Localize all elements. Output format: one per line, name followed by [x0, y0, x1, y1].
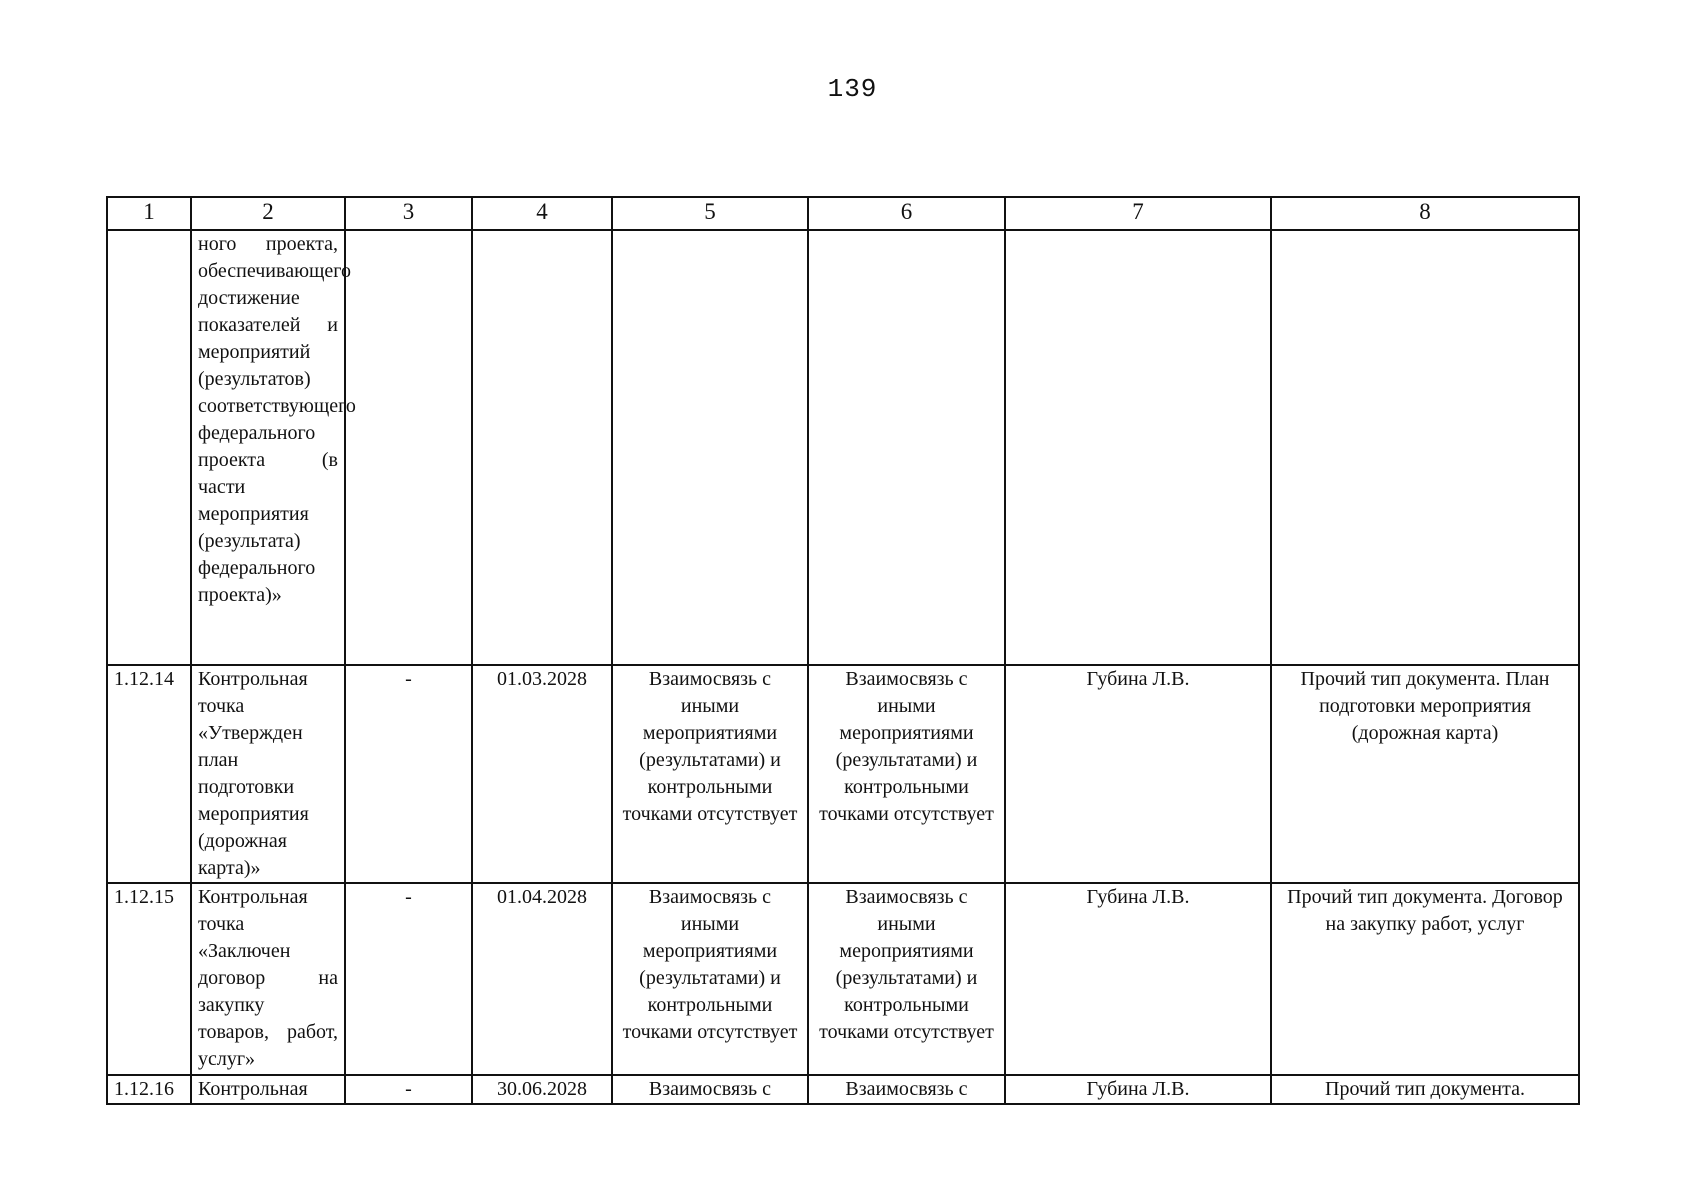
header-cell-8: 8 [1271, 197, 1579, 230]
row-responsible-cell [1005, 230, 1271, 665]
header-cell-6: 6 [808, 197, 1005, 230]
table-row [107, 665, 1579, 883]
row-name-cell: Контрольная [191, 1075, 345, 1104]
row-responsible-cell: Губина Л.В. [1005, 1075, 1271, 1104]
row-number-cell: 1.12.15 [107, 883, 191, 1075]
page-number: 139 [827, 74, 878, 104]
row-name-cell: ного проекта, обеспечивающего достижение показателей и мероприятий (результатов) соответствующего федерального проекта (в части мероприятия (результата) федерального проекта)» [191, 230, 345, 665]
row-date-cell: 30.06.2028 [472, 1075, 612, 1104]
row-date-cell: 01.04.2028 [472, 883, 612, 1075]
row-col3-cell: - [345, 883, 472, 1075]
row-document-cell [1271, 230, 1579, 665]
row-col6-cell: Взаимосвязь с иными мероприятиями (результатами) и контрольными точками отсутствует [808, 883, 1005, 1075]
row-number-cell: 1.12.14 [107, 665, 191, 883]
row-responsible-cell: Губина Л.В. [1005, 665, 1271, 883]
row-col5-cell: Взаимосвязь с [612, 1075, 808, 1104]
header-cell-1: 1 [107, 197, 191, 230]
table-row [107, 883, 1579, 1075]
row-name-cell: Контрольная точка «Утвержден план подготовки мероприятия (дорожная карта)» [191, 665, 345, 883]
row-col6-cell [808, 230, 1005, 665]
row-number-cell: 1.12.16 [107, 1075, 191, 1104]
header-cell-5: 5 [612, 197, 808, 230]
row-col5-cell: Взаимосвязь с иными мероприятиями (результатами) и контрольными точками отсутствует [612, 665, 808, 883]
row-responsible-cell: Губина Л.В. [1005, 883, 1271, 1075]
table-row-continuation [107, 230, 1579, 665]
row-document-cell: Прочий тип документа. [1271, 1075, 1579, 1104]
row-col3-cell: - [345, 665, 472, 883]
header-cell-4: 4 [472, 197, 612, 230]
row-col6-cell: Взаимосвязь с [808, 1075, 1005, 1104]
header-cell-7: 7 [1005, 197, 1271, 230]
row-name-cell: Контрольная точка «Заключен договор на закупку товаров, работ, услуг» [191, 883, 345, 1075]
row-col5-cell: Взаимосвязь с иными мероприятиями (результатами) и контрольными точками отсутствует [612, 883, 808, 1075]
row-date-cell [472, 230, 612, 665]
row-document-cell: Прочий тип документа. План подготовки мероприятия (дорожная карта) [1271, 665, 1579, 883]
plan-table [106, 196, 1580, 1105]
header-cell-2: 2 [191, 197, 345, 230]
header-cell-3: 3 [345, 197, 472, 230]
row-col3-cell: - [345, 1075, 472, 1104]
row-date-cell: 01.03.2028 [472, 665, 612, 883]
row-col5-cell [612, 230, 808, 665]
row-number-cell [107, 230, 191, 665]
row-col6-cell: Взаимосвязь с иными мероприятиями (результатами) и контрольными точками отсутствует [808, 665, 1005, 883]
table-row [107, 1075, 1579, 1104]
row-document-cell: Прочий тип документа. Договор на закупку работ, услуг [1271, 883, 1579, 1075]
header-row [107, 197, 1579, 230]
row-col3-cell [345, 230, 472, 665]
